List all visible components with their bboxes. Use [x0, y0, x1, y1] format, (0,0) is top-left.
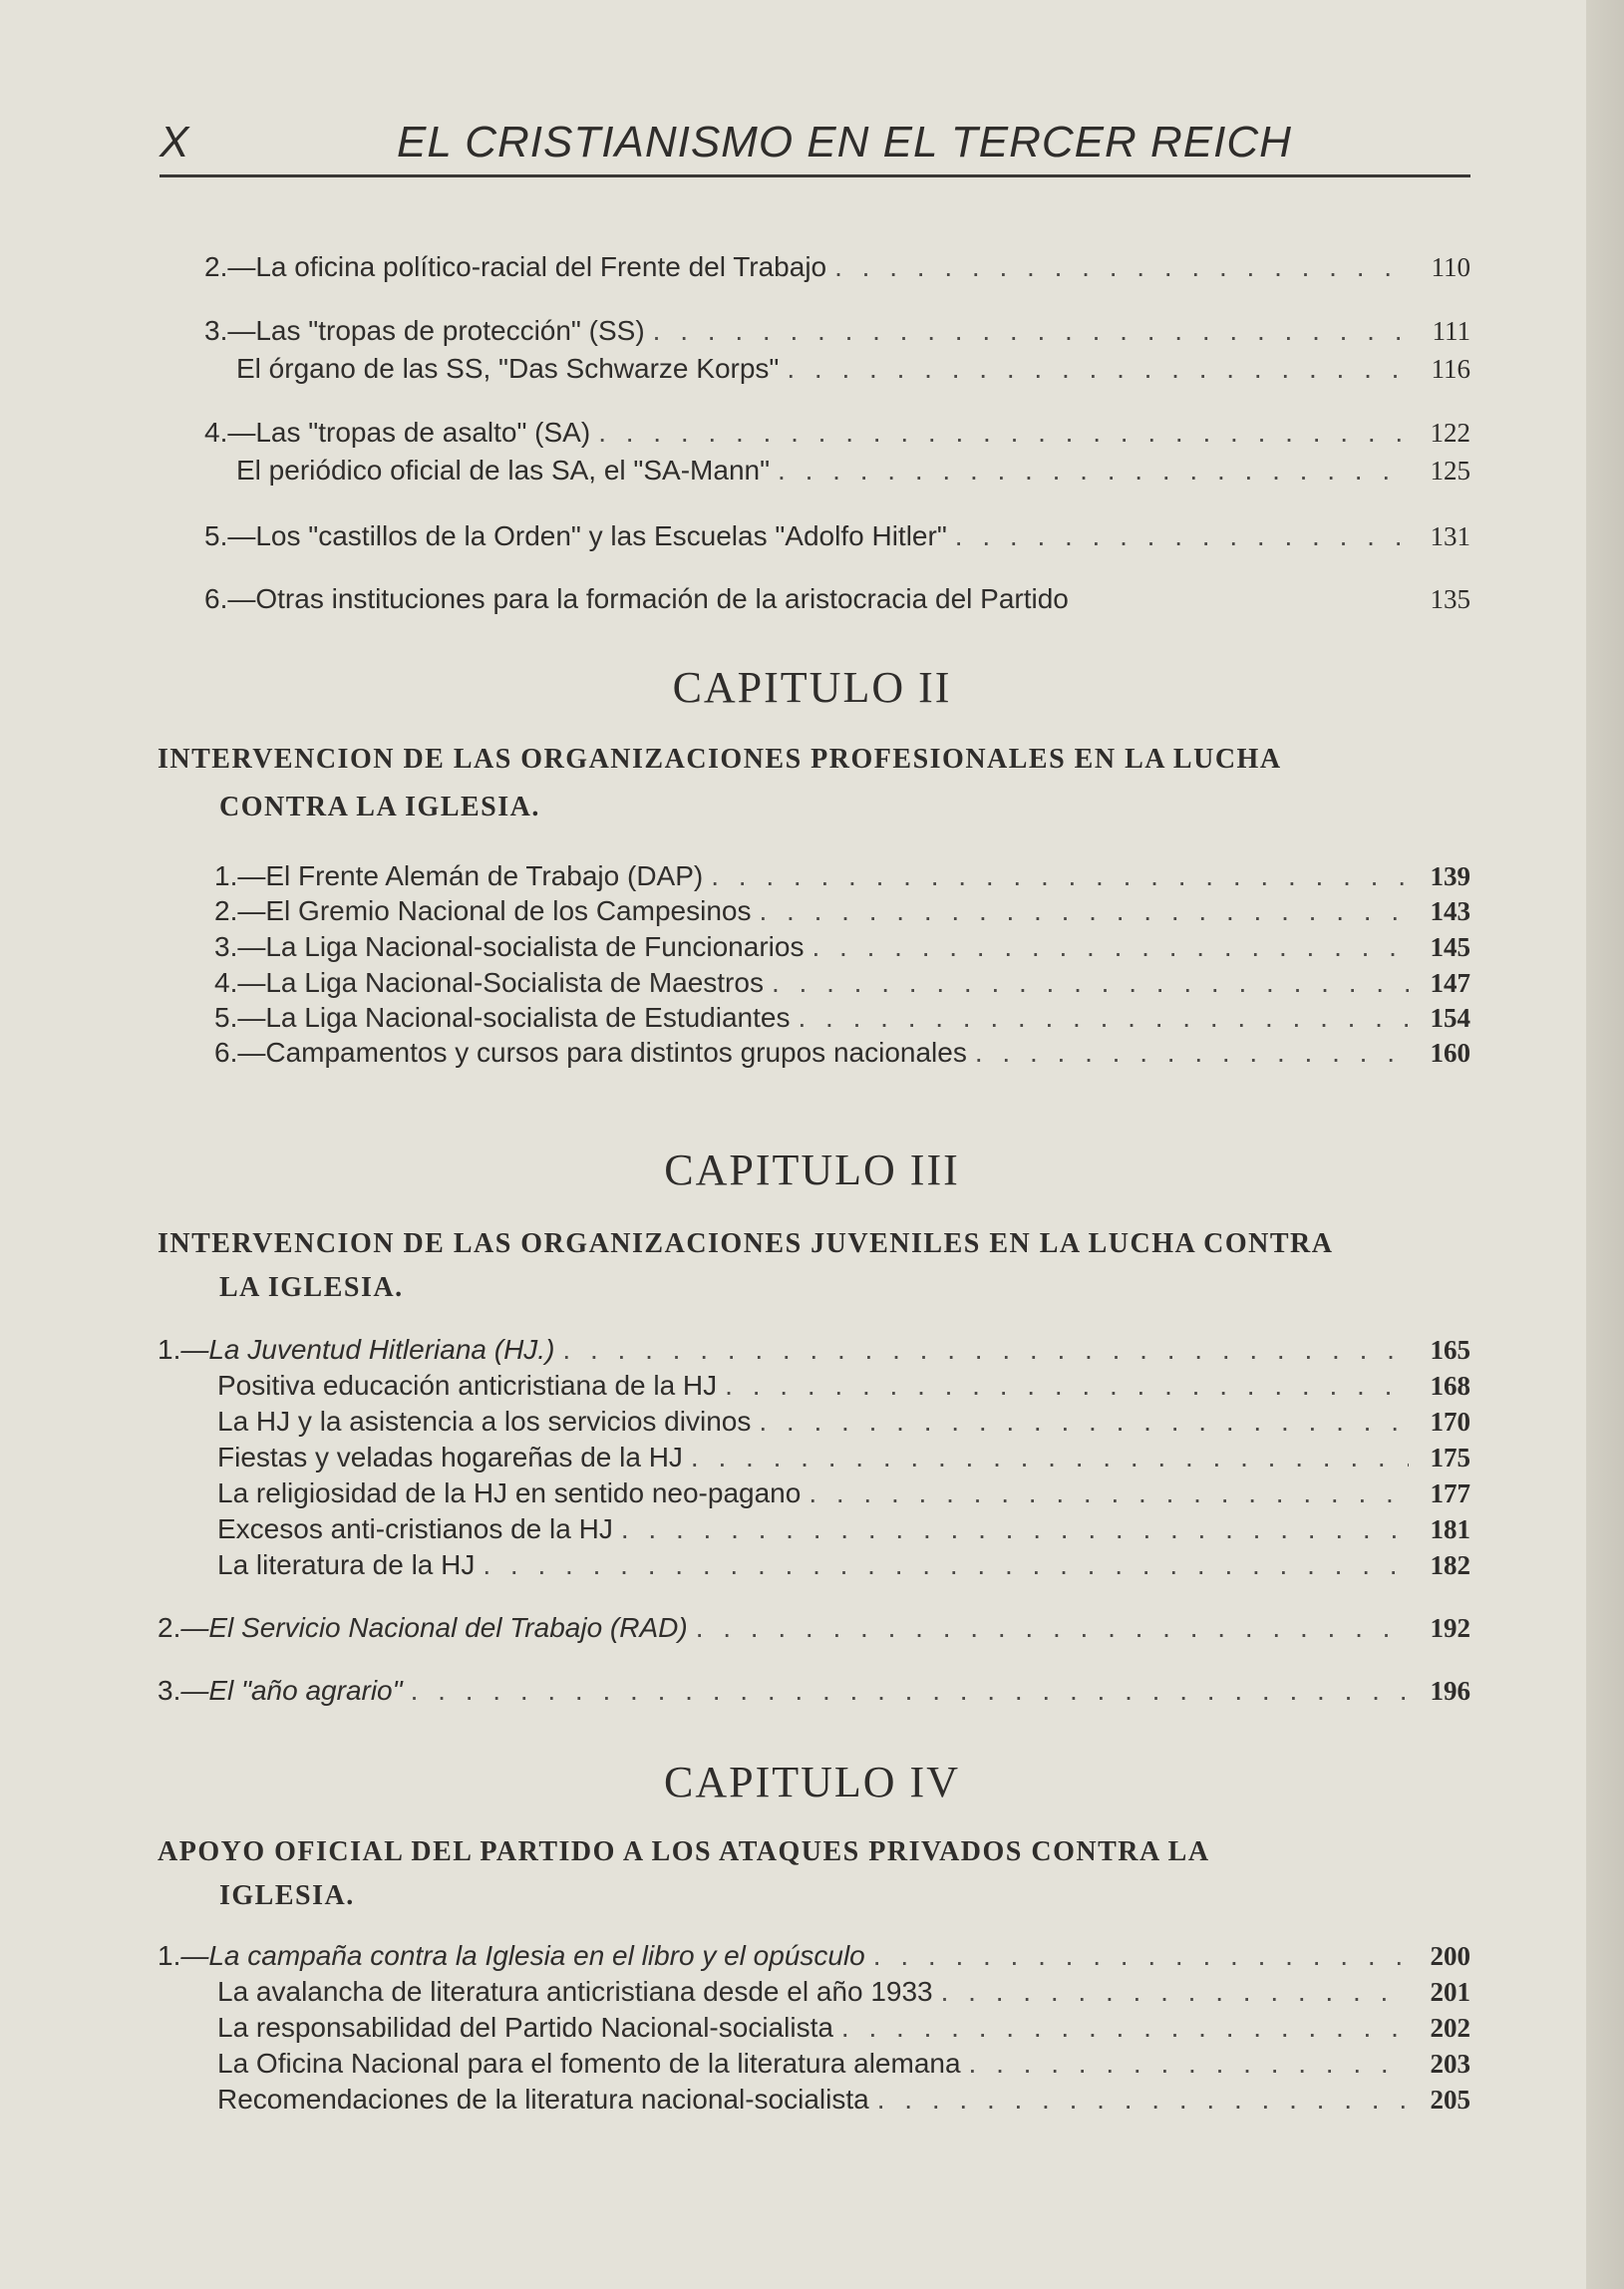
entry-page: 196: [1430, 1676, 1470, 1706]
chapter-subtitle-line: APOYO OFICIAL DEL PARTIDO A LOS ATAQUES PRIVADOS CONTRA LA: [158, 1836, 1210, 1867]
leader-dots: [955, 520, 1409, 552]
toc-entry: [217, 2084, 1470, 2116]
entry-title: Fiestas y veladas hogareñas de la HJ: [217, 1442, 683, 1472]
entry-title: El periódico oficial de las SA, el "SA-Mann": [236, 455, 771, 486]
leader-dots: [772, 967, 1409, 999]
entry-page: 177: [1430, 1478, 1470, 1508]
entry-page: 165: [1430, 1335, 1470, 1365]
toc-entry: [217, 1442, 1470, 1473]
entry-number: 1.: [158, 1334, 181, 1365]
entry-number: 5.: [214, 1002, 238, 1033]
chapter-subtitle-line: INTERVENCION DE LAS ORGANIZACIONES JUVENILES EN LA LUCHA CONTRA: [158, 1228, 1334, 1259]
toc-entry: [217, 1976, 1470, 2008]
toc-entry: [158, 1675, 1470, 1707]
entry-number: 4.: [204, 417, 228, 448]
toc-entry: [158, 1334, 1470, 1366]
chapter-subtitle: [158, 1222, 1394, 1310]
running-title: EL CRISTIANISMO EN EL TERCER REICH: [397, 118, 1292, 166]
leader-dots: [834, 251, 1409, 283]
leader-dots: [798, 1002, 1409, 1034]
chapter-subtitle: [158, 1830, 1394, 1918]
entry-number: 2.: [214, 895, 238, 926]
leader-dots: [873, 1940, 1409, 1972]
chapter-title: CAPITULO III: [664, 1145, 960, 1194]
entry-number: 1.: [158, 1940, 181, 1971]
leader-dots: [691, 1442, 1409, 1473]
entry-title: —La Liga Nacional-Socialista de Maestros: [237, 967, 764, 998]
leader-dots: [975, 1037, 1409, 1069]
leader-dots: [411, 1675, 1409, 1707]
entry-page: 192: [1430, 1613, 1470, 1643]
toc-entry: [158, 1940, 1470, 1972]
entry-title: —La Liga Nacional-socialista de Estudiantes: [237, 1002, 791, 1033]
entry-page: 110: [1431, 252, 1470, 282]
toc-entry: [214, 1002, 1470, 1034]
entry-number: 2.: [158, 1612, 181, 1643]
entry-title: —La Liga Nacional-socialista de Funcionarios: [237, 931, 805, 962]
entry-number: 3.: [204, 315, 228, 346]
leader-dots: [483, 1549, 1409, 1581]
entry-title: —La Juventud Hitleriana (HJ.): [180, 1334, 555, 1365]
toc-entry: [217, 1370, 1470, 1402]
leader-dots: [759, 1406, 1409, 1438]
entry-title: —El Servicio Nacional del Trabajo (RAD): [180, 1612, 688, 1643]
leader-dots: [621, 1513, 1409, 1545]
toc-entry: [158, 1612, 1470, 1644]
entry-page: 139: [1430, 861, 1470, 891]
page-number-roman: X: [160, 118, 190, 166]
entry-title: La religiosidad de la HJ en sentido neo-pagano: [217, 1477, 802, 1508]
entry-page: 203: [1430, 2049, 1470, 2079]
entry-page: 111: [1432, 316, 1470, 346]
entry-page: 154: [1430, 1003, 1470, 1033]
toc-entry: [217, 1406, 1470, 1438]
entry-number: 5.: [204, 520, 228, 551]
toc-entry: [204, 251, 1470, 283]
entry-page: 202: [1430, 2013, 1470, 2043]
entry-page: 145: [1430, 932, 1470, 962]
entry-title: La Oficina Nacional para el fomento de la literatura alemana: [217, 2048, 961, 2079]
leader-dots: [787, 353, 1409, 385]
entry-title: Excesos anti-cristianos de la HJ: [217, 1513, 613, 1544]
toc-entry: [236, 455, 1470, 487]
entry-title: —El "año agrario": [180, 1675, 403, 1706]
chapter-subtitle-line: CONTRA LA IGLESIA.: [219, 792, 540, 822]
entry-page: 175: [1430, 1443, 1470, 1472]
entry-page: 170: [1430, 1407, 1470, 1437]
entry-title: Positiva educación anticristiana de la HJ: [217, 1370, 718, 1401]
entry-number: 4.: [214, 967, 238, 998]
entry-page: 201: [1430, 1977, 1470, 2007]
leader-dots: [877, 2084, 1409, 2116]
leader-dots: [562, 1334, 1409, 1366]
entry-title: La avalancha de literatura anticristiana desde el año 1933: [217, 1976, 933, 2007]
entry-title: El órgano de las SS, "Das Schwarze Korps": [236, 353, 780, 384]
toc-entry: [217, 1549, 1470, 1581]
chapter-subtitle-line: INTERVENCION DE LAS ORGANIZACIONES PROFESIONALES EN LA LUCHA: [158, 744, 1282, 775]
entry-page: 125: [1430, 456, 1470, 486]
leader-dots: [941, 1976, 1409, 2008]
toc-entry: [217, 2012, 1470, 2044]
entry-page: 160: [1430, 1038, 1470, 1068]
entry-page: 205: [1430, 2085, 1470, 2115]
entry-title: —Campamentos y cursos para distintos grupos nacionales: [237, 1037, 967, 1068]
toc-entry: [217, 2048, 1470, 2080]
leader-dots: [598, 417, 1409, 449]
entry-number: 1.: [214, 860, 238, 891]
toc-entry: [214, 895, 1470, 927]
entry-title: —Los "castillos de la Orden" y las Escuelas "Adolfo Hitler": [227, 520, 947, 551]
entry-page: 116: [1431, 354, 1470, 384]
entry-number: 6.: [214, 1037, 238, 1068]
entry-page: 143: [1430, 896, 1470, 926]
entry-page: 135: [1430, 584, 1470, 614]
entry-page: 122: [1430, 418, 1470, 448]
leader-dots: [812, 931, 1409, 963]
toc-entry: [217, 1477, 1470, 1509]
entry-title: La HJ y la asistencia a los servicios divinos: [217, 1406, 752, 1437]
entry-title: —El Gremio Nacional de los Campesinos: [237, 895, 752, 926]
entry-title: —El Frente Alemán de Trabajo (DAP): [237, 860, 704, 891]
chapter-title: CAPITULO II: [672, 663, 952, 712]
entry-page: 200: [1430, 1941, 1470, 1971]
leader-dots: [725, 1370, 1409, 1402]
entry-number: 3.: [214, 931, 238, 962]
entry-title: —La oficina político-racial del Frente del Trabajo: [227, 251, 827, 282]
leader-dots: [841, 2012, 1409, 2044]
leader-dots: [696, 1612, 1409, 1644]
chapter-subtitle-line: IGLESIA.: [219, 1880, 355, 1911]
entry-page: 131: [1430, 521, 1470, 551]
leader-dots: [711, 860, 1409, 892]
running-header: [160, 118, 1475, 177]
chapter-subtitle: [158, 736, 1394, 831]
header-rule: [160, 174, 1470, 177]
leader-dots: [759, 895, 1409, 927]
toc-entry: [204, 583, 1470, 615]
toc-entry: [214, 967, 1470, 999]
entry-title: —Las "tropas de protección" (SS): [227, 315, 645, 346]
toc-entry: [204, 417, 1470, 449]
entry-title: Recomendaciones de la literatura nacional-socialista: [217, 2084, 869, 2115]
leader-dots: [778, 455, 1409, 487]
entry-title: La literatura de la HJ: [217, 1549, 476, 1580]
toc-entry: [217, 1513, 1470, 1545]
chapter-title: CAPITULO IV: [664, 1758, 960, 1806]
toc-entry: [204, 315, 1470, 347]
entry-title: La responsabilidad del Partido Nacional-socialista: [217, 2012, 833, 2043]
entry-page: 182: [1430, 1550, 1470, 1580]
entry-page: 147: [1430, 968, 1470, 998]
toc-entry: [214, 931, 1470, 963]
entry-title: —Las "tropas de asalto" (SA): [227, 417, 591, 448]
toc-entry: [236, 353, 1470, 385]
entry-number: 6.: [204, 583, 228, 614]
entry-page: 168: [1430, 1371, 1470, 1401]
leader-dots: [653, 315, 1409, 347]
entry-title: —La campaña contra la Iglesia en el libro y el opúsculo: [180, 1940, 865, 1971]
toc-entry: [204, 520, 1470, 552]
chapter-subtitle-line: LA IGLESIA.: [219, 1272, 404, 1303]
entry-page: 181: [1430, 1514, 1470, 1544]
entry-number: 2.: [204, 251, 228, 282]
leader-dots: [809, 1477, 1409, 1509]
toc-entry: [214, 860, 1470, 892]
leader-dots: [969, 2048, 1409, 2080]
entry-title: —Otras instituciones para la formación de la aristocracia del Partido: [227, 583, 1069, 614]
entry-number: 3.: [158, 1675, 181, 1706]
toc-entry: [214, 1037, 1470, 1069]
